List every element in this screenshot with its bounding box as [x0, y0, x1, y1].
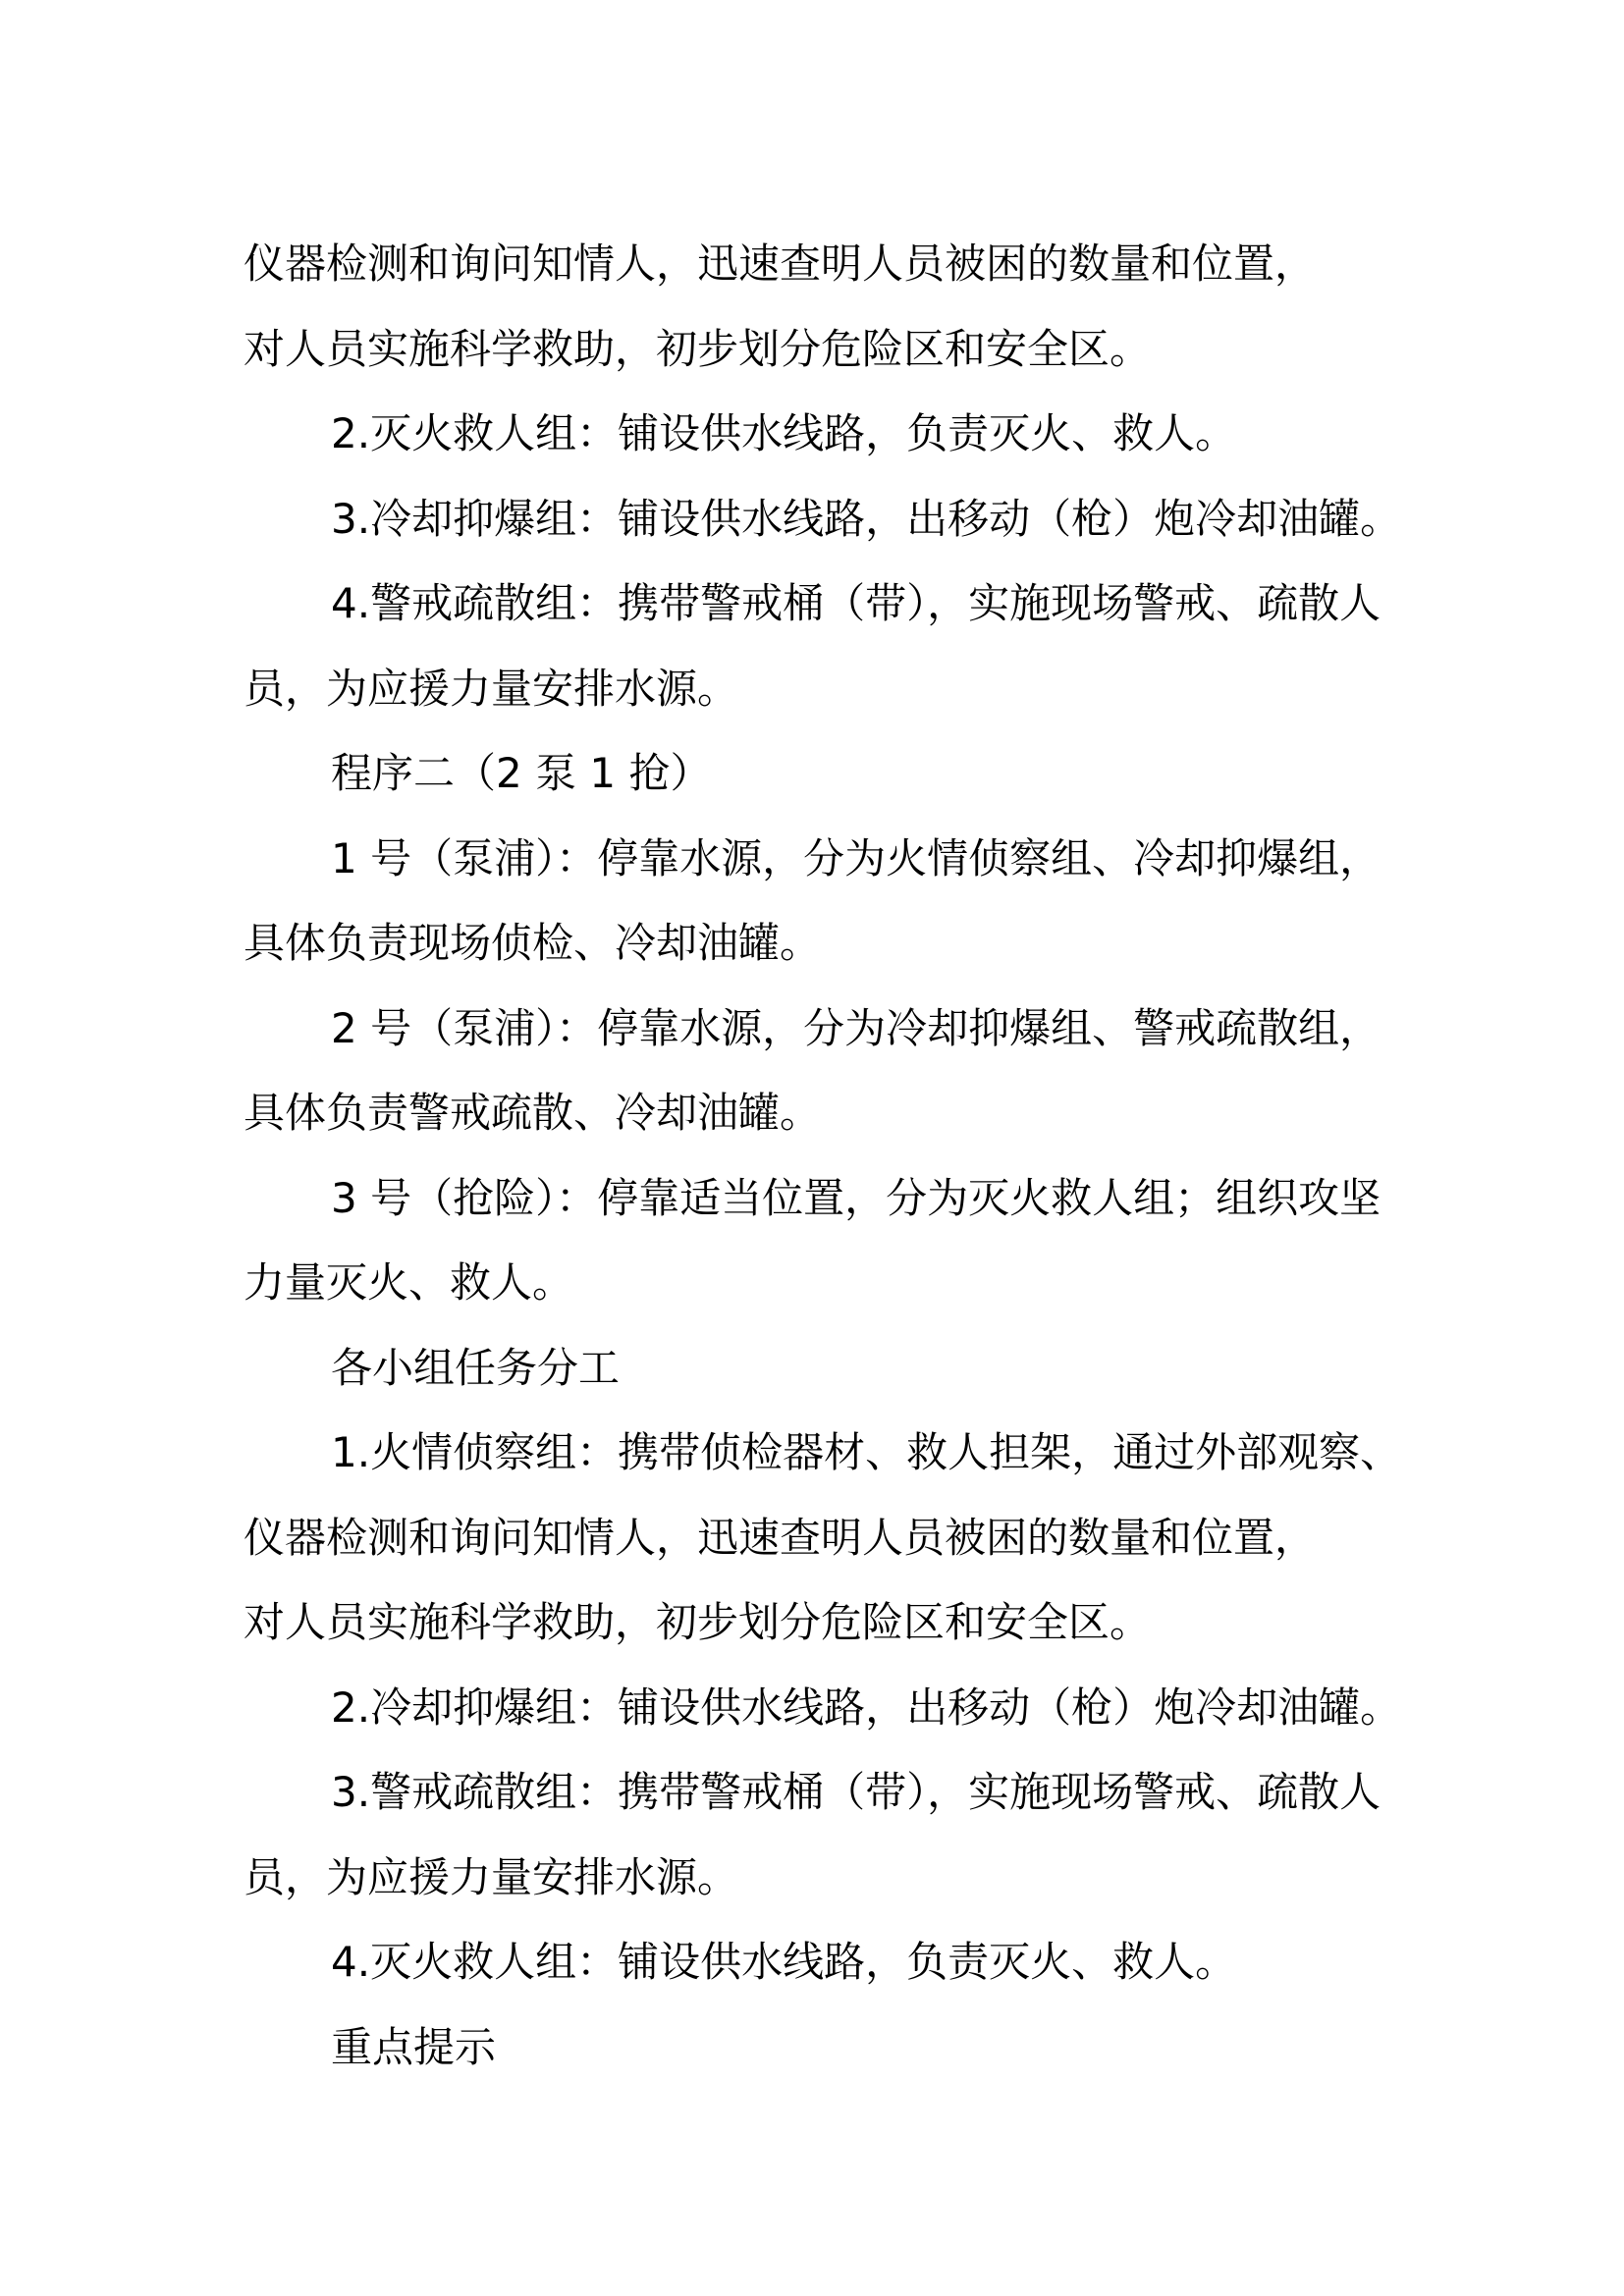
section-heading: 重点提示	[331, 2022, 497, 2071]
paragraph-line: 3.冷却抑爆组：铺设供水线路，出移动（枪）炮冷却油罐。	[331, 494, 1402, 543]
paragraph-line: 力量灭火、救人。	[244, 1258, 574, 1307]
paragraph-line: 具体负责现场侦检、冷却油罐。	[244, 919, 822, 967]
paragraph-line: 1 号（泵浦）：停靠水源，分为火情侦察组、冷却抑爆组，	[331, 833, 1381, 882]
paragraph-line: 4.灭火救人组：铺设供水线路，负责灭火、救人。	[331, 1938, 1237, 1986]
paragraph-line: 员，为应援力量安排水源。	[244, 664, 739, 713]
paragraph-line: 对人员实施科学救助，初步划分危险区和安全区。	[244, 324, 1152, 373]
paragraph-line: 1.火情侦察组：携带侦检器材、救人担架，通过外部观察、	[331, 1428, 1402, 1476]
paragraph-line: 3 号（抢险）：停靠适当位置，分为灭火救人组；组织攻坚	[331, 1173, 1381, 1222]
paragraph-line: 具体负责警戒疏散、冷却油罐。	[244, 1089, 822, 1137]
paragraph-line: 对人员实施科学救助，初步划分危险区和安全区。	[244, 1598, 1152, 1646]
section-heading: 各小组任务分工	[331, 1343, 621, 1392]
section-heading: 程序二（2 泵 1 抢）	[331, 749, 712, 797]
paragraph-line: 2 号（泵浦）：停靠水源，分为冷却抑爆组、警戒疏散组，	[331, 1003, 1381, 1052]
paragraph-line: 仪器检测和询问知情人，迅速查明人员被困的数量和位置，	[244, 1513, 1317, 1562]
paragraph-line: 4.警戒疏散组：携带警戒桶（带），实施现场警戒、疏散人	[331, 579, 1381, 627]
paragraph-line: 员，为应援力量安排水源。	[244, 1852, 739, 1901]
paragraph-line: 2.冷却抑爆组：铺设供水线路，出移动（枪）炮冷却油罐。	[331, 1682, 1402, 1732]
document-body	[244, 222, 1422, 2090]
paragraph-line: 仪器检测和询问知情人，迅速查明人员被困的数量和位置，	[244, 240, 1317, 288]
paragraph-line: 3.警戒疏散组：携带警戒桶（带），实施现场警戒、疏散人	[331, 1768, 1381, 1816]
paragraph-line: 2.灭火救人组：铺设供水线路，负责灭火、救人。	[331, 409, 1237, 457]
